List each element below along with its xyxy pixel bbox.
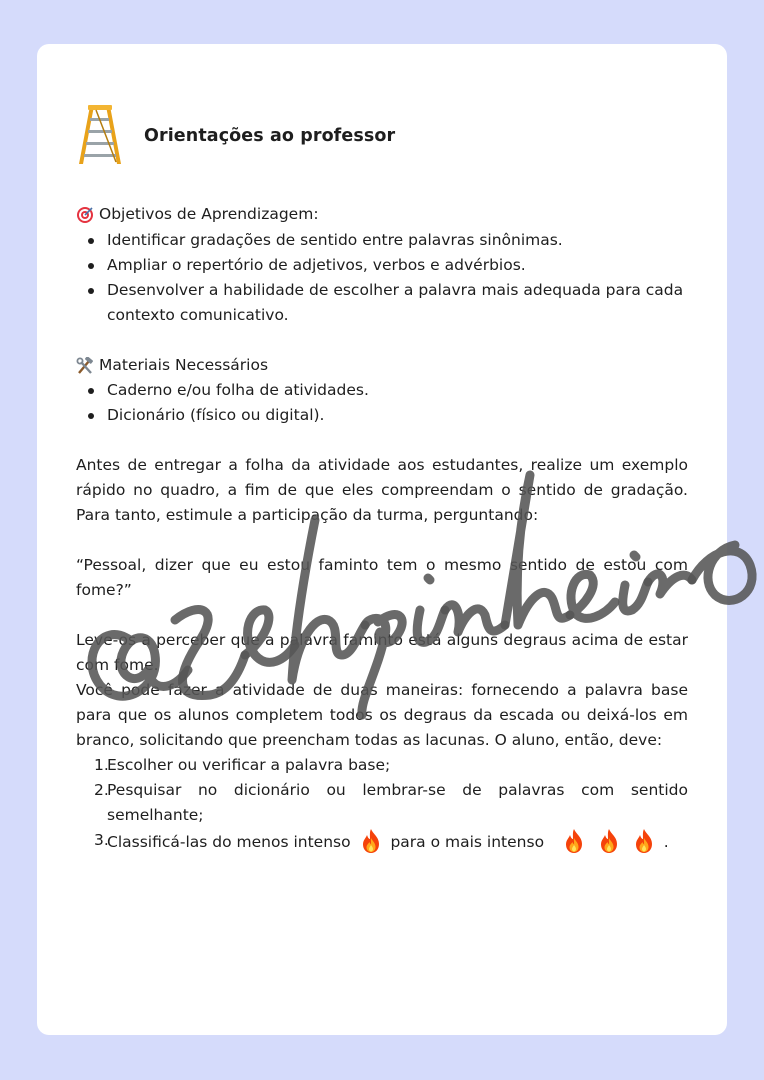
objectives-title: Objetivos de Aprendizagem: xyxy=(99,205,319,223)
step-number: 1. xyxy=(94,756,109,774)
list-item xyxy=(76,753,688,778)
document-page xyxy=(37,44,727,1035)
fire-icon xyxy=(563,828,585,854)
fire-icon xyxy=(598,828,620,854)
list-item: Desenvolver a habilidade de escolher a palavra mais adequada para cada contexto comunicativo. xyxy=(76,278,688,328)
list-item: Identificar gradações de sentido entre palavras sinônimas. xyxy=(76,228,688,253)
materials-list xyxy=(76,378,688,428)
list-item: Caderno e/ou folha de atividades. xyxy=(76,378,688,403)
list-item: Ampliar o repertório de adjetivos, verbos e advérbios. xyxy=(76,253,688,278)
list-item: Dicionário (físico ou digital). xyxy=(76,403,688,428)
intro-paragraph: Antes de entregar a folha da atividade aos estudantes, realize um exemplo rápido no quadro, a fim de que eles compreendam o sentido de gradação. Para tanto, estimule a participação da turma, perguntando: xyxy=(76,456,688,524)
steps-list xyxy=(76,753,688,855)
step-text-end: . xyxy=(663,833,669,851)
ladder-icon xyxy=(76,104,126,170)
step-text: Escolher ou verificar a palavra base; xyxy=(107,756,391,774)
step-text-most: para o mais intenso xyxy=(390,833,545,851)
objectives-list xyxy=(76,228,688,328)
materials-heading xyxy=(76,353,268,378)
step-number: 2. xyxy=(94,781,109,799)
step-number: 3. xyxy=(94,831,109,849)
list-item xyxy=(76,778,688,828)
fire-icon xyxy=(360,828,382,854)
hammer-wrench-icon xyxy=(76,357,94,375)
fire-icon xyxy=(633,828,655,854)
explain-paragraph: Leve-os a perceber que a palavra faminto está alguns degraus acima de estar com fome. xyxy=(76,631,688,674)
materials-title: Materiais Necessários xyxy=(99,356,269,374)
step-text: Pesquisar no dicionário ou lembrar-se de palavras com sentido semelhante; xyxy=(107,781,688,824)
objectives-heading xyxy=(76,202,319,227)
target-icon xyxy=(76,206,94,224)
step-text-least: Classificá-las do menos intenso xyxy=(107,833,351,851)
quote-paragraph: “Pessoal, dizer que eu estou faminto tem o mesmo sentido de estou com fome?” xyxy=(76,556,688,599)
page-title: Orientações ao professor xyxy=(144,126,396,146)
page-header xyxy=(76,104,676,168)
list-item xyxy=(76,828,688,855)
modes-paragraph: Você pode fazer a atividade de duas maneiras: fornecendo a palavra base para que os alunos completem todos os degraus da escada ou deixá-los em branco, solicitando que preencham todas as lacunas. O aluno, então, deve: xyxy=(76,681,688,749)
